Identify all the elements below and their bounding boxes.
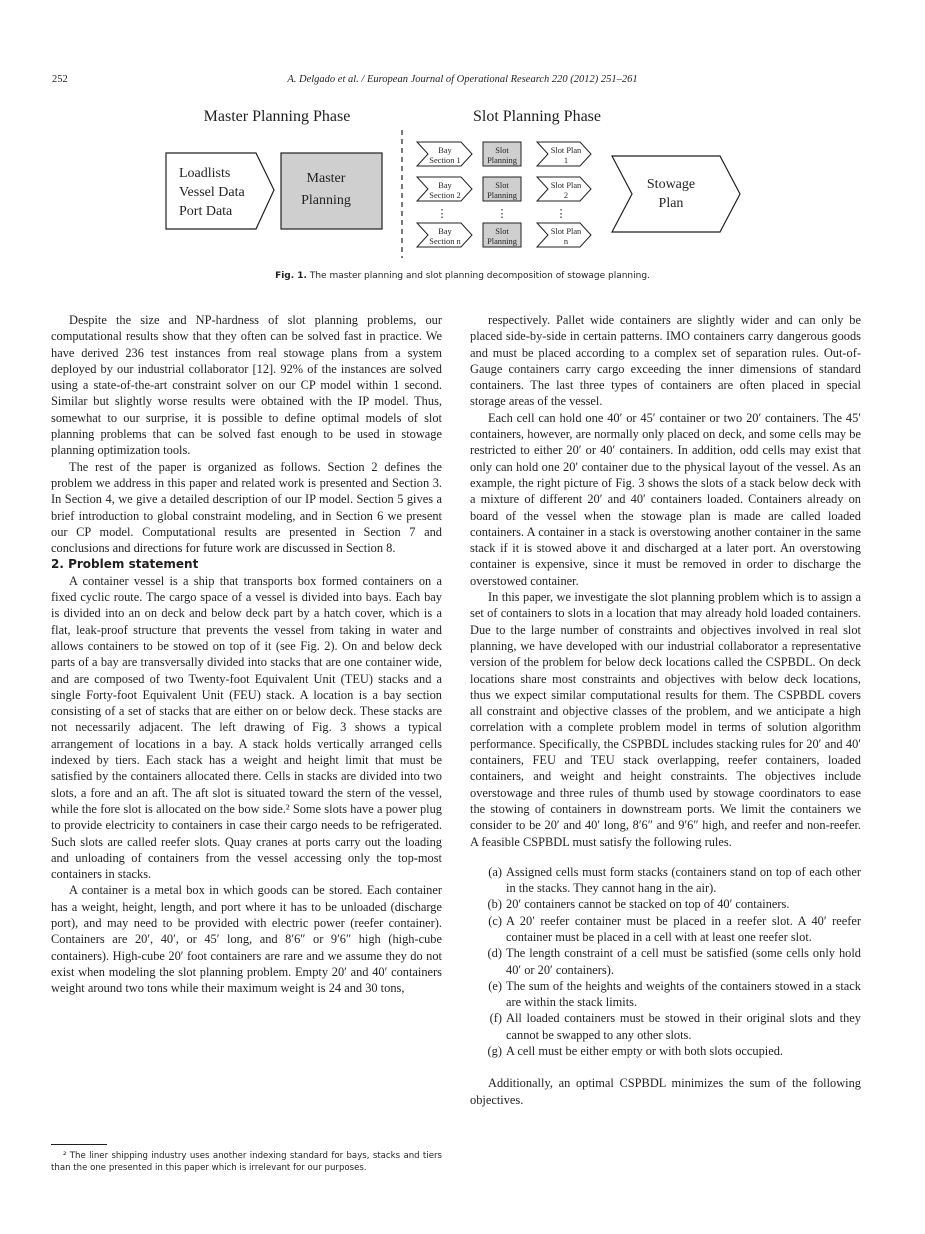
bay-section-n-line1: Bay [438,227,452,236]
master-phase-title: Master Planning Phase [203,108,351,125]
slot-plan-1-line1: Slot Plan [550,146,582,155]
slot-planning-2-line1: Slot [495,181,509,190]
caption-label: Fig. 1. [275,271,307,281]
ellipsis-slot: ⋮ [496,208,508,220]
rule-text: A 20′ reefer container must be placed in a reefer slot. A 40′ reefer container must be placed in a cell with at least one reefer slot. [506,913,861,944]
rule-label: (f) [489,1011,502,1026]
rule-label: (e) [488,978,502,993]
rule-text: A cell must be either empty or with both slots occupied. [506,1044,784,1059]
left-paragraph-1: Despite the size and NP-hardness of slot planning problems, our computational results show that they often can be solved fast in practice. We have derived 236 test instances from real stowage plans from a system deployed by our industrial collaborator [12]. 92% of the instances are solved using a state-of-the-art constraint solver on our CP model within 1 second. Similar but slightly worse results were obtained with the IP model. Thus, somewhat to our surprise, it is possible to define optimal models of slot planning problems that can be solved fast enough to be used in stowage planning optimization tools. [51,313,442,458]
footnote-rule [51,1144,107,1145]
stowage-plan-line2: Plan [658,196,684,211]
slot-phase-title: Slot Planning Phase [472,108,602,125]
slot-planning-1-line2: Planning [487,156,517,165]
rules-list [470,864,861,1060]
bay-section-1-line2: Section 1 [429,156,461,165]
input-line-loadlists: Loadlists [179,166,231,181]
rule-label: (b) [487,897,502,912]
rule-text: 20′ containers cannot be stacked on top of 40′ containers. [506,897,790,912]
ellipsis-bay: ⋮ [436,208,448,220]
slot-plan-n-line1: Slot Plan [550,227,582,236]
rule-item [470,945,861,978]
rule-text: Assigned cells must form stacks (containers stand on top of each other in the stacks. They cannot hang in the air). [506,864,861,896]
rule-label: (a) [488,864,502,879]
footnote: ² The liner shipping industry uses another indexing standard for bays, stacks and tiers than the one presented in this paper which is irrelevant for our purposes. [51,1151,442,1173]
figure-caption [0,271,925,281]
running-head: A. Delgado et al. / European Journal of Operational Research 220 (2012) 251–261 [287,74,638,85]
right-paragraph-4: Additionally, an optimal CSPBDL minimizes the sum of the following objectives. [470,1076,861,1107]
right-paragraph-2: Each cell can hold one 40′ or 45′ container or two 20′ containers. The 45′ containers, however, are normally only placed on deck, and some cells may be restricted to either 20′ or 40′ containers. In addition, odd cells may exist that only can hold one 20′ container due to the physical layout of the vessel. As an example, the right picture of Fig. 3 shows the slots of a stack below deck with a mixture of different 20′ and 40′ containers loaded. Containers already on board of the vessel when the stowage plan is made are called loaded containers. A container in a stack is overstowing another container in the same stack if it is stowed above it and discharged at a later port. An overstowing container is expensive, since it must be removed in order to discharge the overstowed container. [470,410,861,588]
slot-plan-2-line2: 2 [563,191,569,200]
rule-item [470,913,861,946]
rule-label: (g) [487,1044,502,1059]
right-paragraph-1: respectively. Pallet wide containers are slightly wider and can only be placed side-by-side in certain patterns. IMO containers carry dangerous goods and must be placed according to a complex set of separation rules. Out-of-Gauge containers carry cargo exceeding the inner dimensions of standard containers. The last three types of containers are often placed in special storage areas of the vessel. [470,313,861,409]
right-paragraph-3: In this paper, we investigate the slot planning problem which is to assign a set of containers to slots in a location that may already hold loaded containers. Due to the large number of constraints and objectives involved in real slot planning, we have developed with our industrial collaborator a representative version of the problem for below deck locations called the CSPBDL. On deck locations share most constraints and objectives with below deck locations, thus we expect similar computational results for them. The CSPBDL covers all constraint and objective classes of the problem, and we anticipate a high correlation with a complete problem model in terms of solution algorithm performance. Specifically, the CSPBDL includes stacking rules for 20′ and 40′ containers, FEU and TEU stack overlapping, reefer containers, loaded containers, and weight and height constraints. The objectives include overstowage and three rules of thumb used by stowage coordinators to ease the stowing of containers in downstream ports. We limit the containers we consider to be 20′ and 40′ long, 8′6″ and 9′6″ high, and reefer and non-reefer. A feasible CSPBDL must satisfy the following rules. [470,590,861,849]
slot-plan-1-line2: 1 [563,156,569,165]
slot-plan-n-line2: n [563,237,569,246]
rule-item [470,1010,861,1043]
slot-planning-1-line1: Slot [495,146,509,155]
rule-item [470,896,861,912]
right-column [470,312,861,1108]
master-box-line2: Planning [301,193,351,208]
page-number: 252 [52,74,68,85]
input-line-port-data: Port Data [179,204,233,219]
slot-planning-n-line1: Slot [495,227,509,236]
stowage-plan-line1: Stowage [646,177,696,192]
left-column [51,312,442,996]
bay-section-1-line1: Bay [438,146,452,155]
rule-item [470,978,861,1011]
rule-text: All loaded containers must be stowed in their original slots and they cannot be swapped to any other slots. [506,1011,861,1042]
page-header [52,74,873,88]
rule-text: The length constraint of a cell must be satisfied (some cells only hold 40′ or 20′ containers). [506,946,861,977]
input-line-vessel-data: Vessel Data [179,185,245,200]
bay-section-2-line2: Section 2 [429,191,461,200]
left-paragraph-2: The rest of the paper is organized as follows. Section 2 defines the problem we address in this paper and related work is presented and Section 3. In Section 4, we give a detailed description of our IP model. Section 5 gives a brief introduction to global constraint modeling, and in Section 6 we present our CP model. Computational results are presented in Section 7 and conclusions and directions for future work are discussed in Section 8. [51,459,442,556]
stowage-decomposition-diagram [0,100,925,270]
stowage-plan-arrow [612,156,740,232]
bay-section-n-line2: Section n [429,237,461,246]
bay-section-2-line1: Bay [438,181,452,190]
rule-item [470,1043,861,1059]
left-paragraph-4: A container is a metal box in which goods can be stored. Each container has a weight, height, length, and port where it has to be unloaded (discharge port), and may need to be provided with electric power (reefer container). Containers are 20′, 40′, or 45′ long, and 8′6″ or 9′6″ high (high-cube containers). High-cube 20′ foot containers are rare and we assume they do not exist when modeling the slot planning problem. Empty 20′ and 40′ containers weight around two tons while their maximum weight is 24 and 30 tons, [51,883,442,996]
rule-label: (c) [488,913,502,928]
caption-text: The master planning and slot planning decomposition of stowage planning. [309,271,650,281]
slot-planning-2-line2: Planning [487,191,517,200]
master-box-line1: Master [306,171,346,186]
rule-item [470,864,861,897]
left-paragraph-3: A container vessel is a ship that transports box formed containers on a fixed cyclic route. The cargo space of a vessel is divided into bays. Each bay is divided into an on deck and below deck part by a hatch cover, which is a flat, leak-proof structure that prevents the vessel from taking in water and allows containers to be stowed on top of it (see Fig. 2). On and below deck parts of a bay are transversally divided into stacks that are one container wide, and are composed of two Twenty-foot Equivalent Unit (TEU) stacks and a single Forty-foot Equivalent Unit (FEU) stack. A location is a bay section consisting of a set of stacks that are either on or below deck. These stacks are not necessarily adjacent. The left drawing of Fig. 3 shows a typical arrangement of locations in a bay. A stack holds vertically arranged cells indexed by tiers. Each stack has a weight and height limit that must be satisfied by the containers allocated there. Cells in stacks are divided into two slots, a fore and an aft. The aft slot is situated toward the stern of the vessel, while the fore slot is allocated on the bow side.² Some slots have a power plug to provide electricity to containers in case their cargo needs to be refrigerated. Such slots are called reefer slots. Quay cranes at ports carry out the loading and unloading of containers from the vessel accessing only the top-most containers in stacks. [51,573,442,882]
slot-planning-n-line2: Planning [487,237,517,246]
spacer [470,1059,861,1075]
slot-plan-2-line1: Slot Plan [550,181,582,190]
ellipsis-plan: ⋮ [555,208,567,220]
rule-label: (d) [487,946,502,961]
figure-1 [0,100,925,290]
rule-text: The sum of the heights and weights of the containers stowed in a stack are within the stack limits. [506,978,861,1010]
section-heading: 2. Problem statement [51,557,199,572]
master-planning-box [281,153,382,229]
